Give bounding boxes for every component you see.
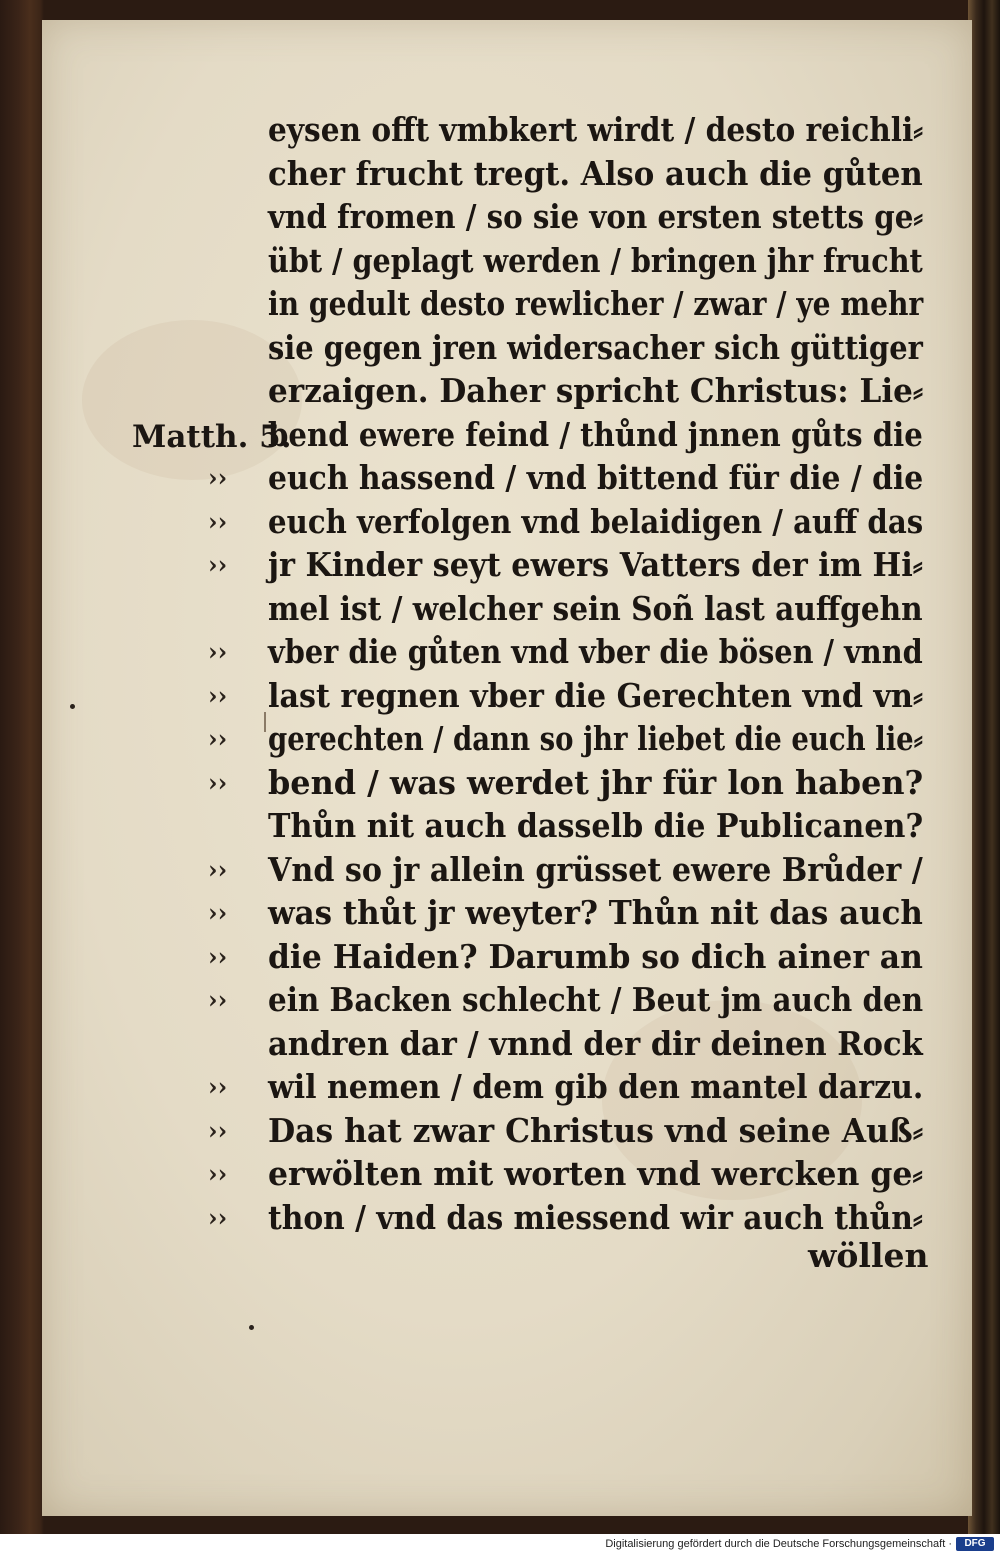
line-text: andren dar / vnnd der dir deinen Rock [268,1023,923,1063]
line-text: in gedult desto rewlicher / zwar / ye mehr [268,284,924,323]
text-line [268,326,928,370]
footer-bar [0,1534,1000,1556]
text-line [268,413,928,457]
text-line [268,1022,928,1066]
text-line [208,761,928,805]
text-line [268,195,928,239]
quotation-marker: ›› [208,1159,228,1188]
line-text: Vnd so jr allein grüsset ewere Brůder / [268,849,923,889]
text-line [208,891,928,935]
line-text: last regnen vber die Gerechten vnd vn⸗ [268,675,923,715]
text-line [268,804,928,848]
line-text: eysen offt vmbkert wirdt / desto reichli⸗ [268,110,924,149]
line-text: wil nemen / dem gib den mantel darzu. [268,1067,924,1106]
text-line [268,239,928,283]
quotation-marker: ›› [208,941,228,971]
text-line [208,1109,928,1153]
quotation-marker: ›› [208,724,228,753]
quotation-marker: ›› [208,1072,228,1101]
quotation-marker: ›› [208,506,228,536]
quotation-marker: ›› [208,463,228,492]
line-text: sie gegen jren widersacher sich güttiger [268,327,923,367]
book-edge [968,0,1000,1534]
line-text: bend / was werdet jhr für lon haben? [268,762,924,802]
quotation-marker: ›› [208,985,228,1014]
line-text: vnd fromen / so sie von ersten stetts ge⸗ [268,197,924,236]
quotation-marker: ›› [208,637,228,666]
text-line [208,1065,928,1109]
text-line [208,1196,928,1240]
line-text: Thůn nit auch dasselb die Publicanen? [268,806,924,845]
line-text: cher frucht tregt. Also auch die gůten [268,153,923,193]
line-text: ein Backen schlecht / Beut jm auch den [268,980,924,1019]
text-line [208,935,928,979]
line-text: thon / vnd das miessend wir auch thůn⸗ [268,1197,923,1237]
text-line [208,543,928,587]
text-line [208,500,928,544]
text-line [268,369,928,413]
line-text: was thůt jr weyter? Thůn nit das auch [268,893,923,932]
line-text: euch verfolgen vnd belaidigen / auff das [268,501,924,541]
line-text: mel ist / welcher sein Soñ last auffgehn [268,588,923,628]
text-line [208,848,928,892]
line-text: erzaigen. Daher spricht Christus: Lie⸗ [268,371,924,410]
ink-dot [70,704,75,709]
line-text: jr Kinder seyt ewers Vatters der im Hi⸗ [268,545,923,584]
ink-dot [249,1325,254,1330]
quotation-marker: ›› [208,550,228,579]
dfg-logo: DFG [956,1537,994,1551]
text-line [268,587,928,631]
margin-reference: Matth. 5. [132,419,292,455]
line-text: Das hat zwar Christus vnd seine Auß⸗ [268,1110,924,1150]
text-line [268,108,928,152]
text-line [208,978,928,1022]
line-text: gerechten / dann so jhr liebet die euch lie⸗ [268,719,923,758]
line-text: vber die gůten vnd vber die bösen / vnnd [268,632,923,671]
quotation-marker: ›› [208,854,228,884]
text-line [208,456,928,500]
text-line [208,630,928,674]
line-text: bend ewere feind / thůnd jnnen gůts die [268,414,923,454]
line-text: die Haiden? Darumb so dich ainer an [268,936,923,976]
quotation-marker: ›› [208,1202,228,1232]
line-text: erwölten mit worten vnd wercken ge⸗ [268,1154,923,1193]
text-line [208,674,928,718]
text-line [208,1152,928,1196]
catchword: wöllen [808,1236,929,1275]
line-text: übt / geplagt werden / bringen jhr frucht [268,240,923,280]
quotation-marker: ›› [208,1115,228,1145]
quotation-marker: ›› [208,680,228,710]
text-line [268,152,928,196]
footer-credit: Digitalisierung gefördert durch die Deutsche Forschungsgemeinschaft · [605,1538,952,1550]
quotation-marker: ›› [208,767,228,797]
quotation-marker: ›› [208,898,228,927]
margin-tick [264,712,266,732]
text-line [208,717,928,761]
text-line [268,282,928,326]
line-text: euch hassend / vnd bittend für die / die [268,458,924,497]
